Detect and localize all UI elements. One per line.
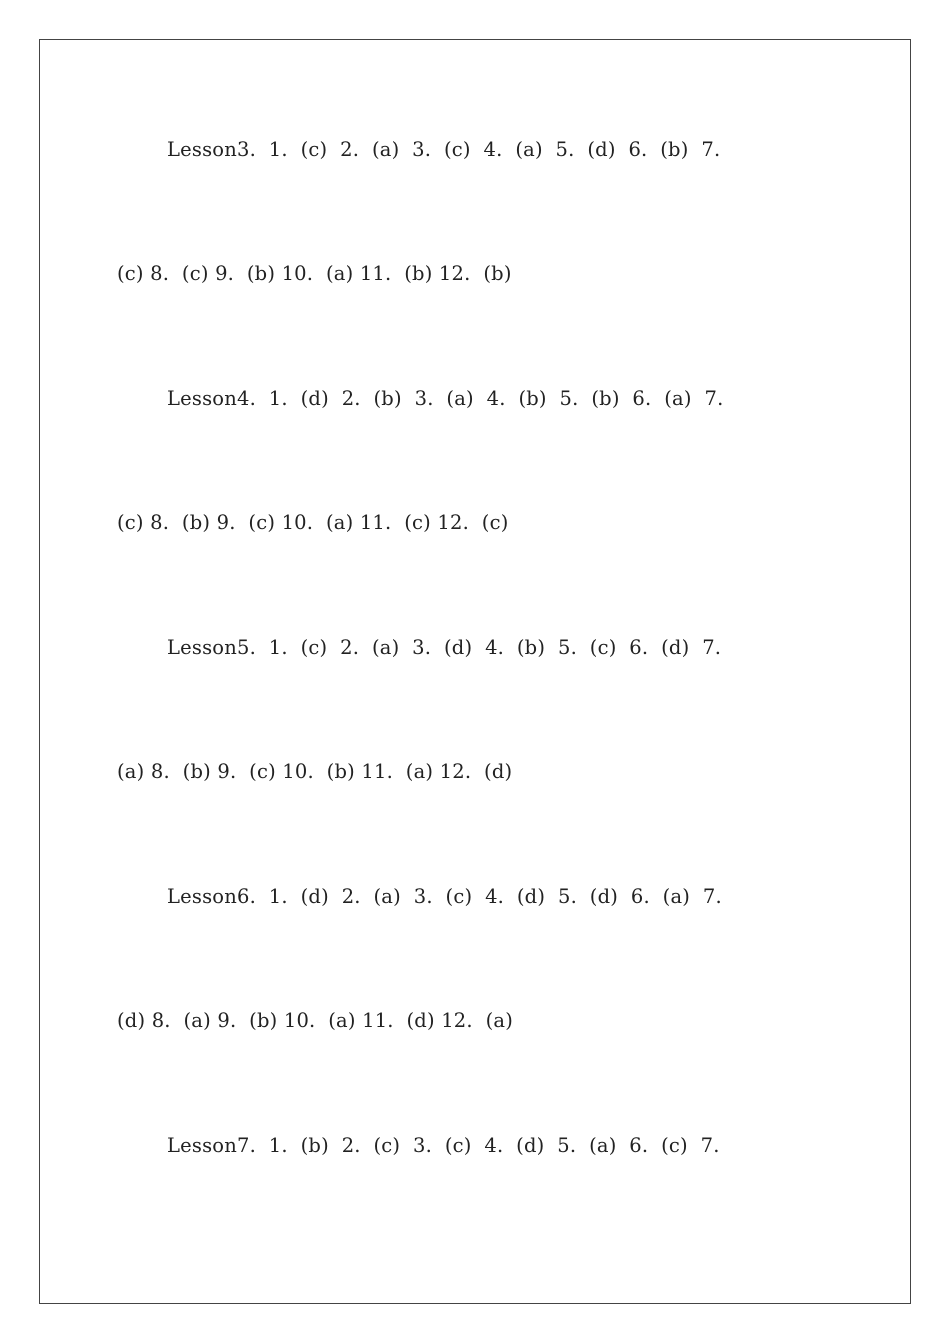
answer-line-lesson4-cont: (c) 8. (b) 9. (c) 10. (a) 11. (c) 12. (c) (117, 511, 509, 534)
answer-line-lesson4: Lesson4. 1. (d) 2. (b) 3. (a) 4. (b) 5. (b) 6. (a) 7. (167, 387, 724, 410)
answer-line-lesson5: Lesson5. 1. (c) 2. (a) 3. (d) 4. (b) 5. (c) 6. (d) 7. (167, 636, 722, 659)
answer-line-lesson3: Lesson3. 1. (c) 2. (a) 3. (c) 4. (a) 5. (d) 6. (b) 7. (167, 138, 721, 161)
answer-line-lesson7: Lesson7. 1. (b) 2. (c) 3. (c) 4. (d) 5. (a) 6. (c) 7. (167, 1134, 720, 1157)
answer-line-lesson5-cont: (a) 8. (b) 9. (c) 10. (b) 11. (a) 12. (d) (117, 760, 513, 783)
answer-line-lesson6-cont: (d) 8. (a) 9. (b) 10. (a) 11. (d) 12. (a) (117, 1009, 514, 1032)
page-frame (39, 39, 911, 1304)
answer-line-lesson6: Lesson6. 1. (d) 2. (a) 3. (c) 4. (d) 5. (d) 6. (a) 7. (167, 885, 722, 908)
answer-line-lesson3-cont: (c) 8. (c) 9. (b) 10. (a) 11. (b) 12. (b) (117, 262, 512, 285)
